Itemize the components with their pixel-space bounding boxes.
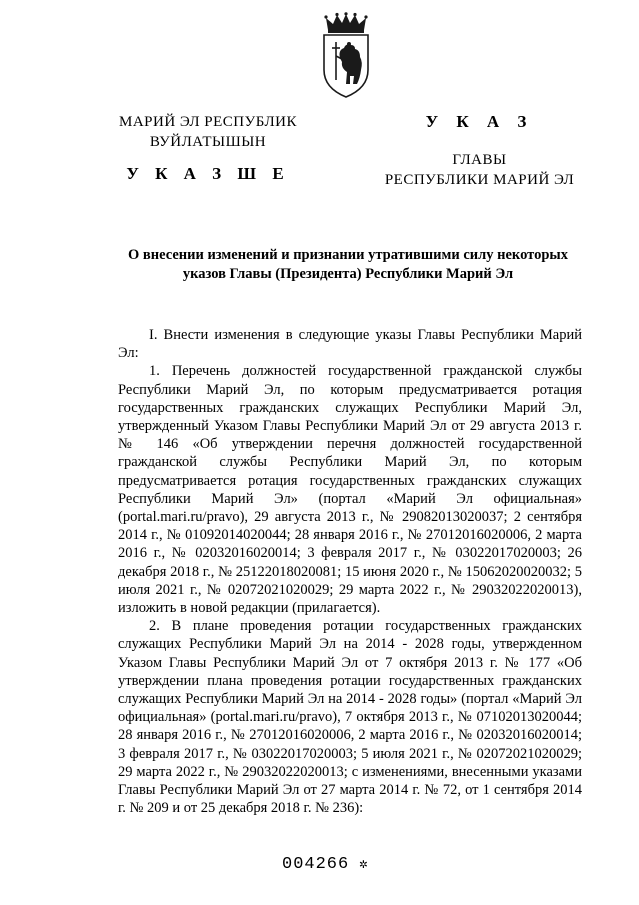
header-right-line2: РЕСПУБЛИКИ МАРИЙ ЭЛ bbox=[384, 172, 575, 188]
header-right bbox=[372, 112, 587, 190]
stamp-mark-icon: ✲ bbox=[359, 857, 369, 873]
serial-number: 004266 bbox=[282, 855, 350, 874]
header-left-line1: МАРИЙ ЭЛ РЕСПУБЛИК bbox=[118, 114, 298, 130]
document-title: О внесении изменений и признании утратившими силу некоторых указов Главы (Президента) Республики Марий Эл bbox=[128, 247, 568, 282]
paragraph: I. Внести изменения в следующие указы Главы Республики Марий Эл: bbox=[118, 327, 582, 362]
header-right-line1: ГЛАВЫ bbox=[452, 152, 507, 168]
paragraph: 2. В плане проведения ротации государственных гражданских служащих Республики Марий Эл на 2014 - 2028 годы, утвержденном Указом Главы Республики Марий Эл от 7 октября 2013 г. № 177 «Об утверждении плана проведения ротации государственных гражданских служащих Республики Марий Эл на 2014 - 2028 годы» (портал «Марий Эл официальная» (portal.mari.ru/pravo), 7 октября 2013 г., № 07102013020044; 28 января 2016 г., № 27012016020006, 2 марта 2016 г., № 02032016020014; 3 февраля 2017 г., № 03022017020003; 5 июля 2021 г., № 02072021020029; 29 марта 2022 г., № 29032022020013; с изменениями, внесенными указами Главы Республики Марий Эл от 27 марта 2014 г. № 72, от 1 сентября 2014 г. № 209 и от 25 декабря 2018 г. № 236): bbox=[118, 618, 582, 817]
crown-icon bbox=[324, 12, 367, 33]
header-right-doc-type: У К А З bbox=[425, 112, 534, 131]
header-left-line2: ВУЙЛАТЫШЫН bbox=[149, 134, 267, 150]
serial-number-stamp bbox=[282, 855, 369, 874]
header-left bbox=[118, 112, 298, 184]
header-left-doc-type: У К А З Ш Е bbox=[126, 164, 290, 183]
coat-of-arms-icon bbox=[320, 12, 372, 98]
paragraph: 1. Перечень должностей государственной гражданской службы Республики Марий Эл, по которым предусматривается ротация государственных гражданских служащих Республики Марий Эл, утвержденный Указом Главы Республики Марий Эл от 29 августа 2013 г. № 146 «Об утверждении перечня должностей государственной гражданской службы Республики Марий Эл, по которым предусматривается ротация государственных гражданских служащих Республики Марий Эл» (портал «Марий Эл официальная» (portal.mari.ru/pravo), 29 августа 2013 г., № 29082013020037; 2 сентября 2014 г., № 01092014020044; 28 января 2016 г., № 27012016020006, 2 марта 2016 г., № 02032016020014; 3 февраля 2017 г., № 03022017020003; 26 декабря 2018 г., № 25122018020081; 15 июня 2020 г., № 15062020020032; 5 июля 2021 г., № 02072021020029; 29 марта 2022 г., № 29032022020013), изложить в новой редакции (прилагается). bbox=[118, 363, 582, 617]
document-body bbox=[118, 326, 582, 817]
